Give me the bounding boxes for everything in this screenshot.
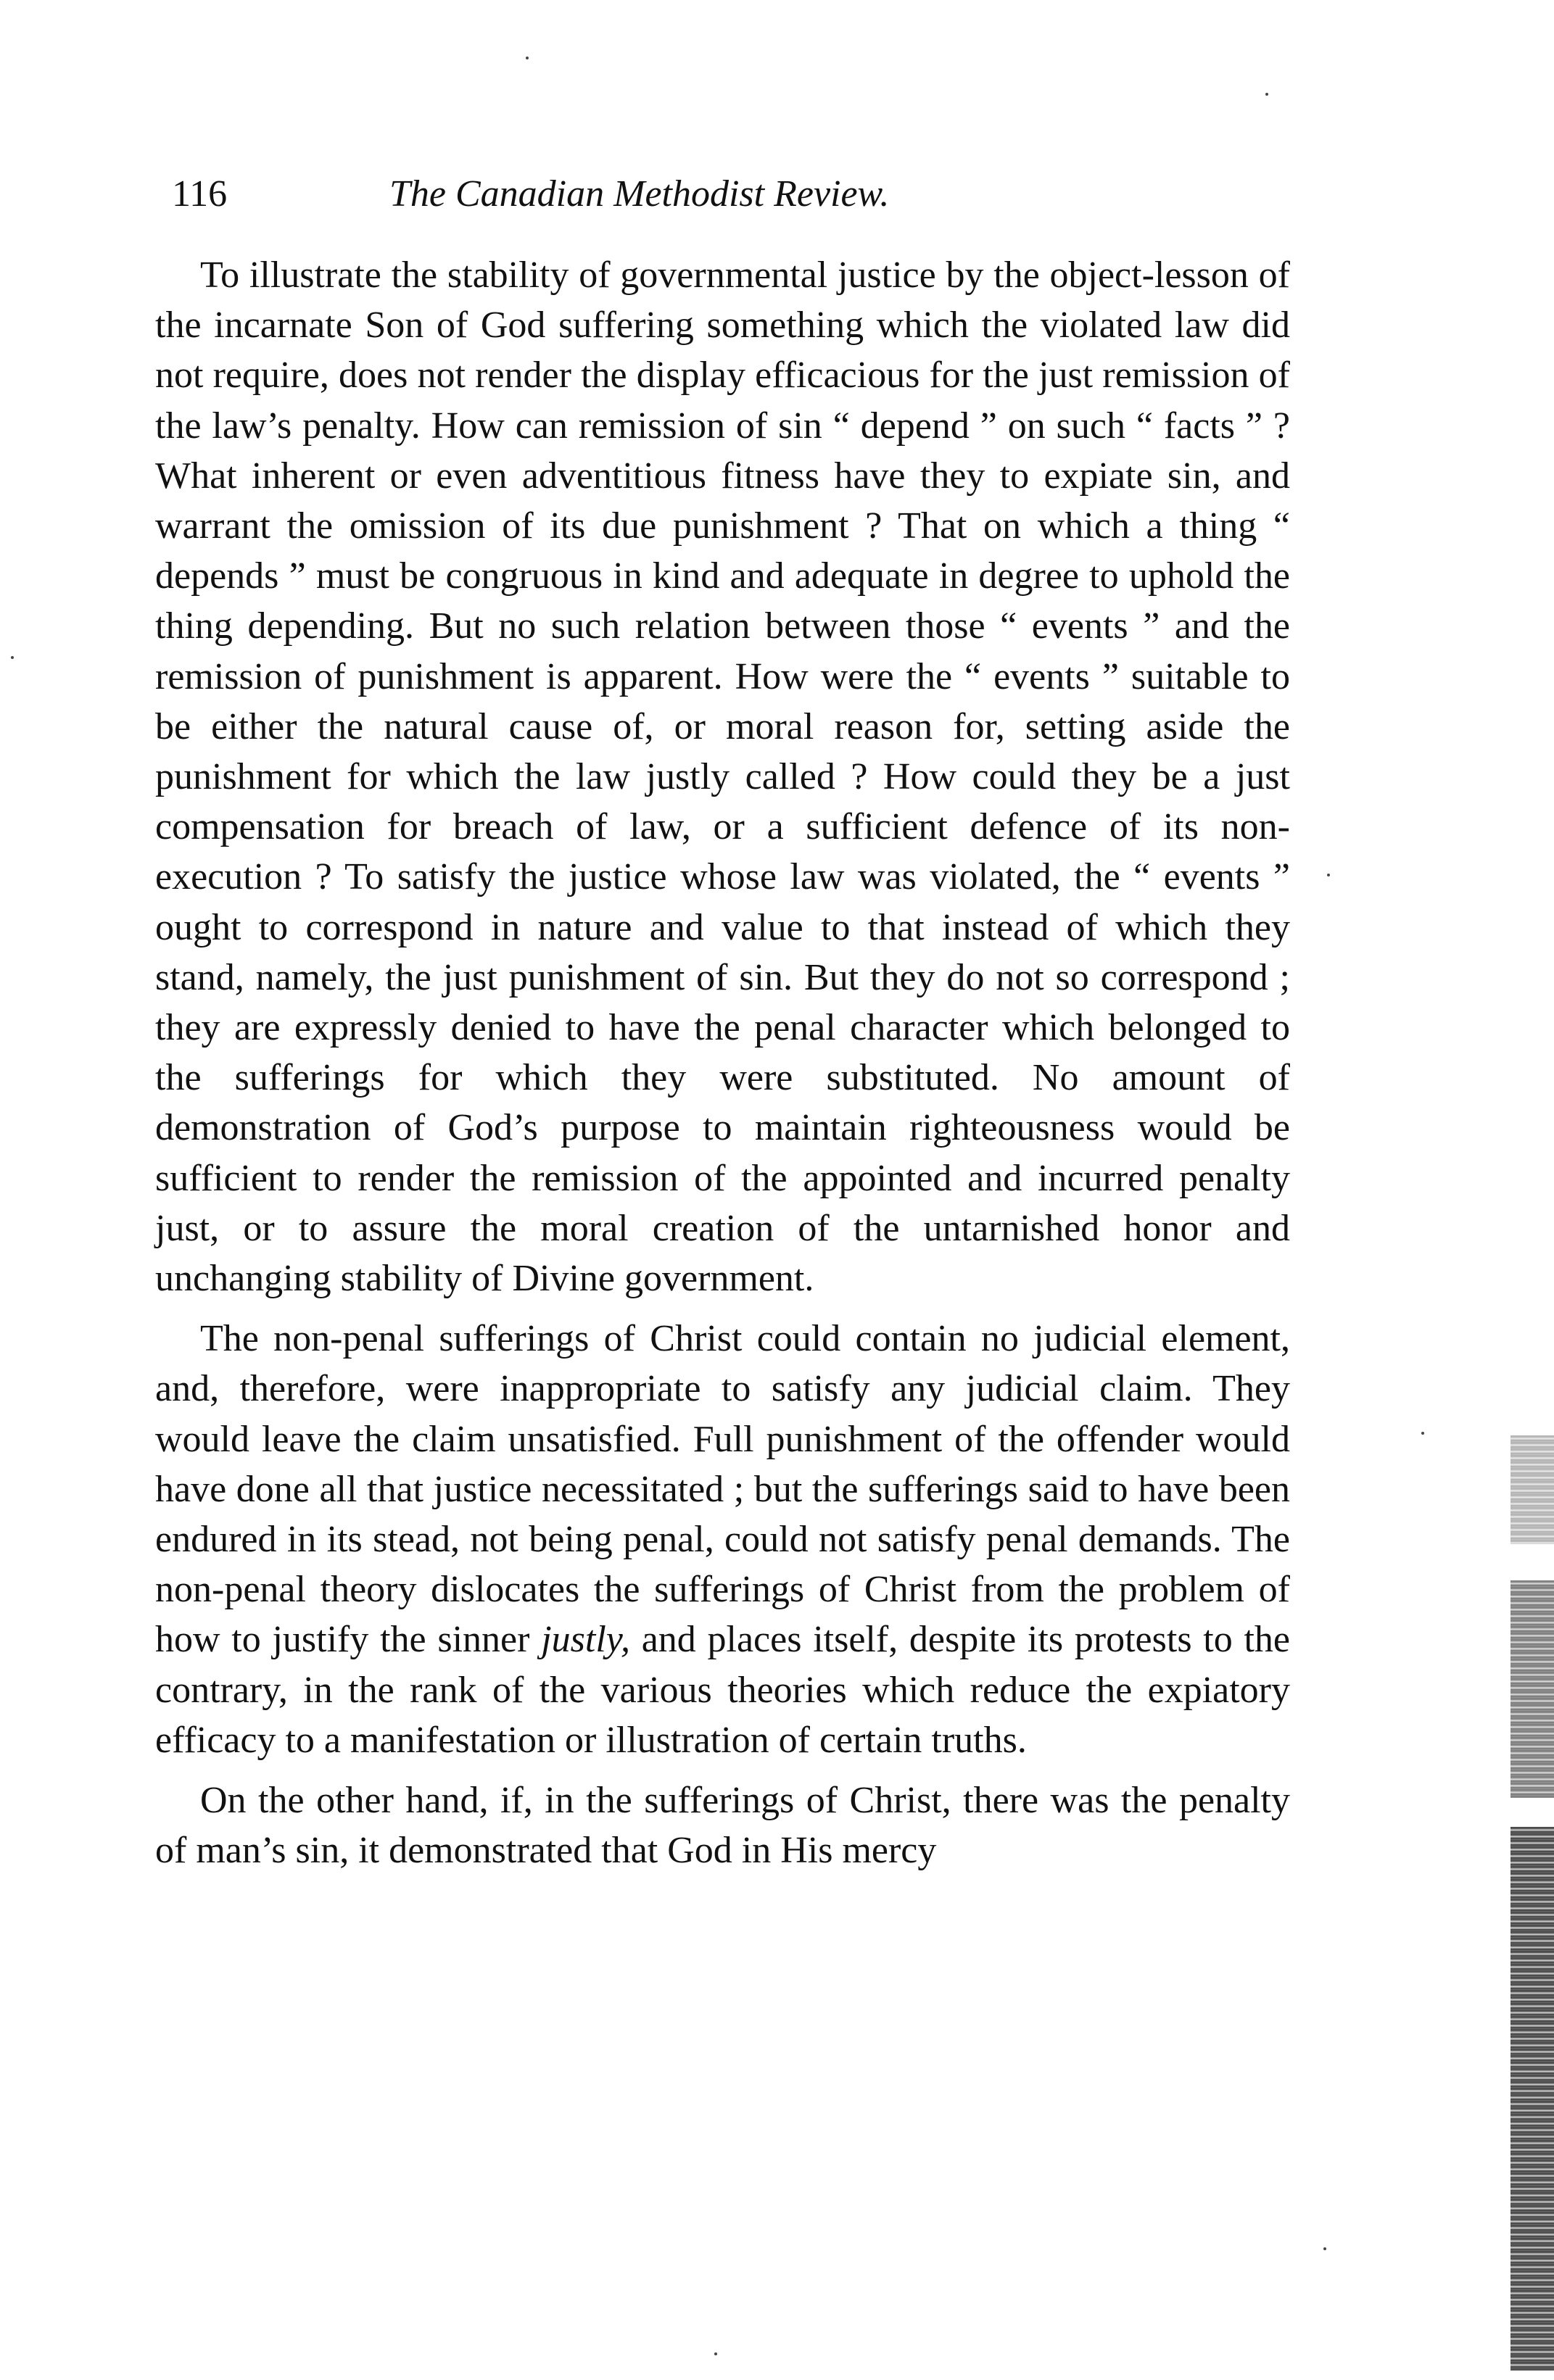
scan-speck [1327,874,1330,876]
paragraph-3: On the other hand, if, in the sufferings of Christ, there was the penalty of man’s sin, it demonstrated that God in His mercy [155,1780,1290,1872]
paragraph-2-emphasis: justly, [541,1619,630,1661]
scan-edge-artifact [1510,1435,1554,1544]
running-title: The Canadian Methodist Review. [389,173,890,215]
scan-speck [1323,2247,1326,2250]
body-text [155,250,1290,1876]
page-number: 116 [172,173,228,215]
scan-speck [11,656,14,659]
page-header [172,165,1332,223]
scan-edge-artifact [1510,1580,1554,1798]
paragraph-2-text-after: and places itself, despite its protests to the contrary, in the rank of the various theories which reduce the expiatory efficacy to a manifestation or illustration of certain truths. [155,1619,1290,1761]
scan-speck [526,57,529,59]
paragraph-2 [155,1314,1290,1765]
scan-edge-artifact [1510,1827,1554,2371]
paragraph-2-text-before: The non-penal sufferings of Christ could contain no judicial element, and, therefore, were inappropriate to satisfy any judicial claim. They would leave the claim unsatisfied. Full punishment of the offender would have done all that justice necessitated ; but the sufferings said to have been endured in its stead, not being penal, could not satisfy penal demands. The non-penal theory dislocates the sufferings of Christ from the problem of how to justify the sinner [155,1318,1290,1661]
scan-speck [714,2352,717,2355]
scan-speck [1265,93,1268,96]
scan-speck [1421,1432,1424,1435]
paragraph-1: To illustrate the stability of governmental justice by the object-lesson of the incarnate Son of God suffering something which the violated law did not require, does not render the display efficacious for the just remission of the law’s penalty. How can remission of sin “ depend ” on such “ facts ” ? What inherent or even adventitious fitness have they to expiate sin, and warrant the omission of its due punishment ? That on which a thing “ depends ” must be congruous in kind and adequate in degree to uphold the thing depending. But no such relation between those “ events ” and the remission of punishment is apparent. How were the “ events ” suitable to be either the natural cause of, or moral reason for, setting aside the punishment for which the law justly called ? How could they be a just compensation for breach of law, or a sufficient defence of its non-execution ? To satisfy the justice whose law was violated, the “ events ” ought to correspond in nature and value to that instead of which they stand, namely, the just punishment of sin. But they do not so correspond ; they are expressly denied to have the penal character which belonged to the sufferings for which they were substituted. No amount of demonstration of God’s purpose to maintain righteousness would be sufficient to render the remission of the appointed and incurred penalty just, or to assure the moral creation of the untarnished honor and unchanging stability of Divine government. [155,254,1290,1300]
